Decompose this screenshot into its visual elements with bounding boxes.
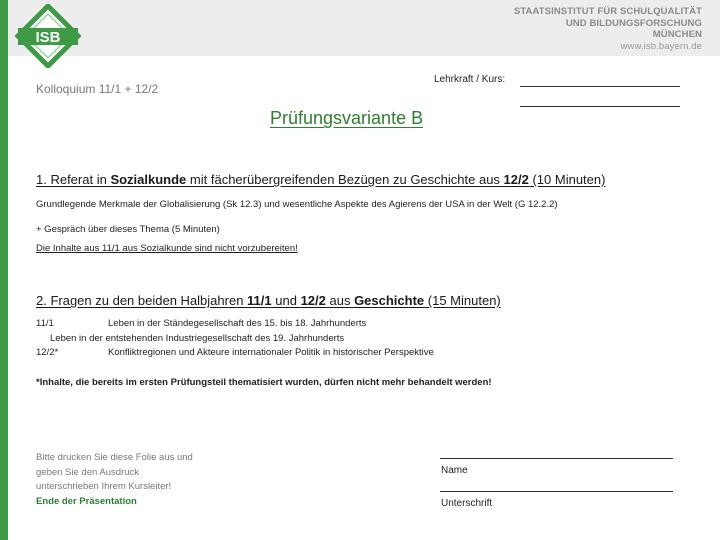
section2-footnote: *Inhalte, die bereits im ersten Prüfungsteil thematisiert wurden, dürfen nicht mehr behandelt werden!: [36, 377, 492, 388]
institute-url[interactable]: www.isb.bayern.de: [620, 40, 702, 52]
title-term: 12/2: [503, 172, 529, 187]
lehrkraft-line-2[interactable]: [520, 106, 680, 107]
title-part: 1. Referat in: [36, 172, 111, 187]
section1-topic: Grundlegende Merkmale der Globalisierung (Sk 12.3) und wesentliche Aspekte des Agierens der USA in der Welt (G 12.2.2): [36, 199, 558, 210]
title-subject: Geschichte: [354, 293, 425, 308]
institute-line: STAATSINSTITUT FÜR SCHULQUALITÄT: [513, 6, 702, 17]
section2-title: [36, 293, 501, 308]
lehrkraft-label: Lehrkraft / Kurs:: [434, 74, 506, 85]
logo-text: ISB: [35, 29, 61, 46]
signature-label: Unterschrift: [441, 498, 493, 509]
print-instruction: [36, 451, 236, 509]
instruction-line: Bitte drucken Sie diese Folie aus und: [36, 452, 193, 463]
institute-block: [514, 6, 702, 52]
row-term: 11/1: [36, 318, 54, 329]
title-part: (15 Minuten): [424, 293, 501, 308]
kolloquium-label: Kolloquium 11/1 + 12/2: [36, 82, 159, 96]
name-line[interactable]: [440, 458, 673, 459]
instruction-line: geben Sie den Ausdruck: [36, 466, 139, 478]
row-term: 12/2*: [36, 347, 59, 358]
title-subject: Sozialkunde: [110, 172, 187, 187]
title-part: (10 Minuten): [528, 172, 606, 187]
end-of-presentation: Ende der Präsentation: [36, 495, 137, 507]
section1-discussion: + Gespräch über dieses Thema (5 Minuten): [36, 224, 220, 235]
title-part: aus: [325, 293, 355, 308]
title-part: und: [271, 293, 301, 308]
title-term: 11/1: [247, 293, 272, 308]
institute-line: UND BILDUNGSFORSCHUNG: [565, 17, 702, 29]
left-accent-bar: [0, 0, 8, 540]
row-text: Konfliktregionen und Akteure internationaler Politik in historischer Perspektive: [108, 347, 434, 358]
name-label: Name: [441, 465, 468, 476]
isb-logo: [12, 4, 84, 68]
instruction-line: unterschrieben Ihrem Kursleiter!: [36, 481, 172, 492]
page-title: Prüfungsvariante B: [270, 108, 424, 128]
section1-note: Die Inhalte aus 11/1 aus Sozialkunde sind nicht vorzubereiten!: [36, 243, 298, 254]
institute-line: MÜNCHEN: [652, 29, 702, 40]
row-text: Leben in der Ständegesellschaft des 15. bis 18. Jahrhunderts: [108, 318, 367, 329]
title-part: 2. Fragen zu den beiden Halbjahren: [36, 293, 248, 308]
title-term: 12/2: [300, 293, 326, 308]
section1-title: [36, 172, 605, 187]
row-text: Leben in der entstehenden Industriegesellschaft des 19. Jahrhunderts: [50, 333, 345, 344]
signature-line[interactable]: [440, 491, 673, 492]
title-part: mit fächerübergreifenden Bezügen zu Geschichte aus: [186, 172, 504, 187]
lehrkraft-line-1[interactable]: [520, 86, 680, 87]
